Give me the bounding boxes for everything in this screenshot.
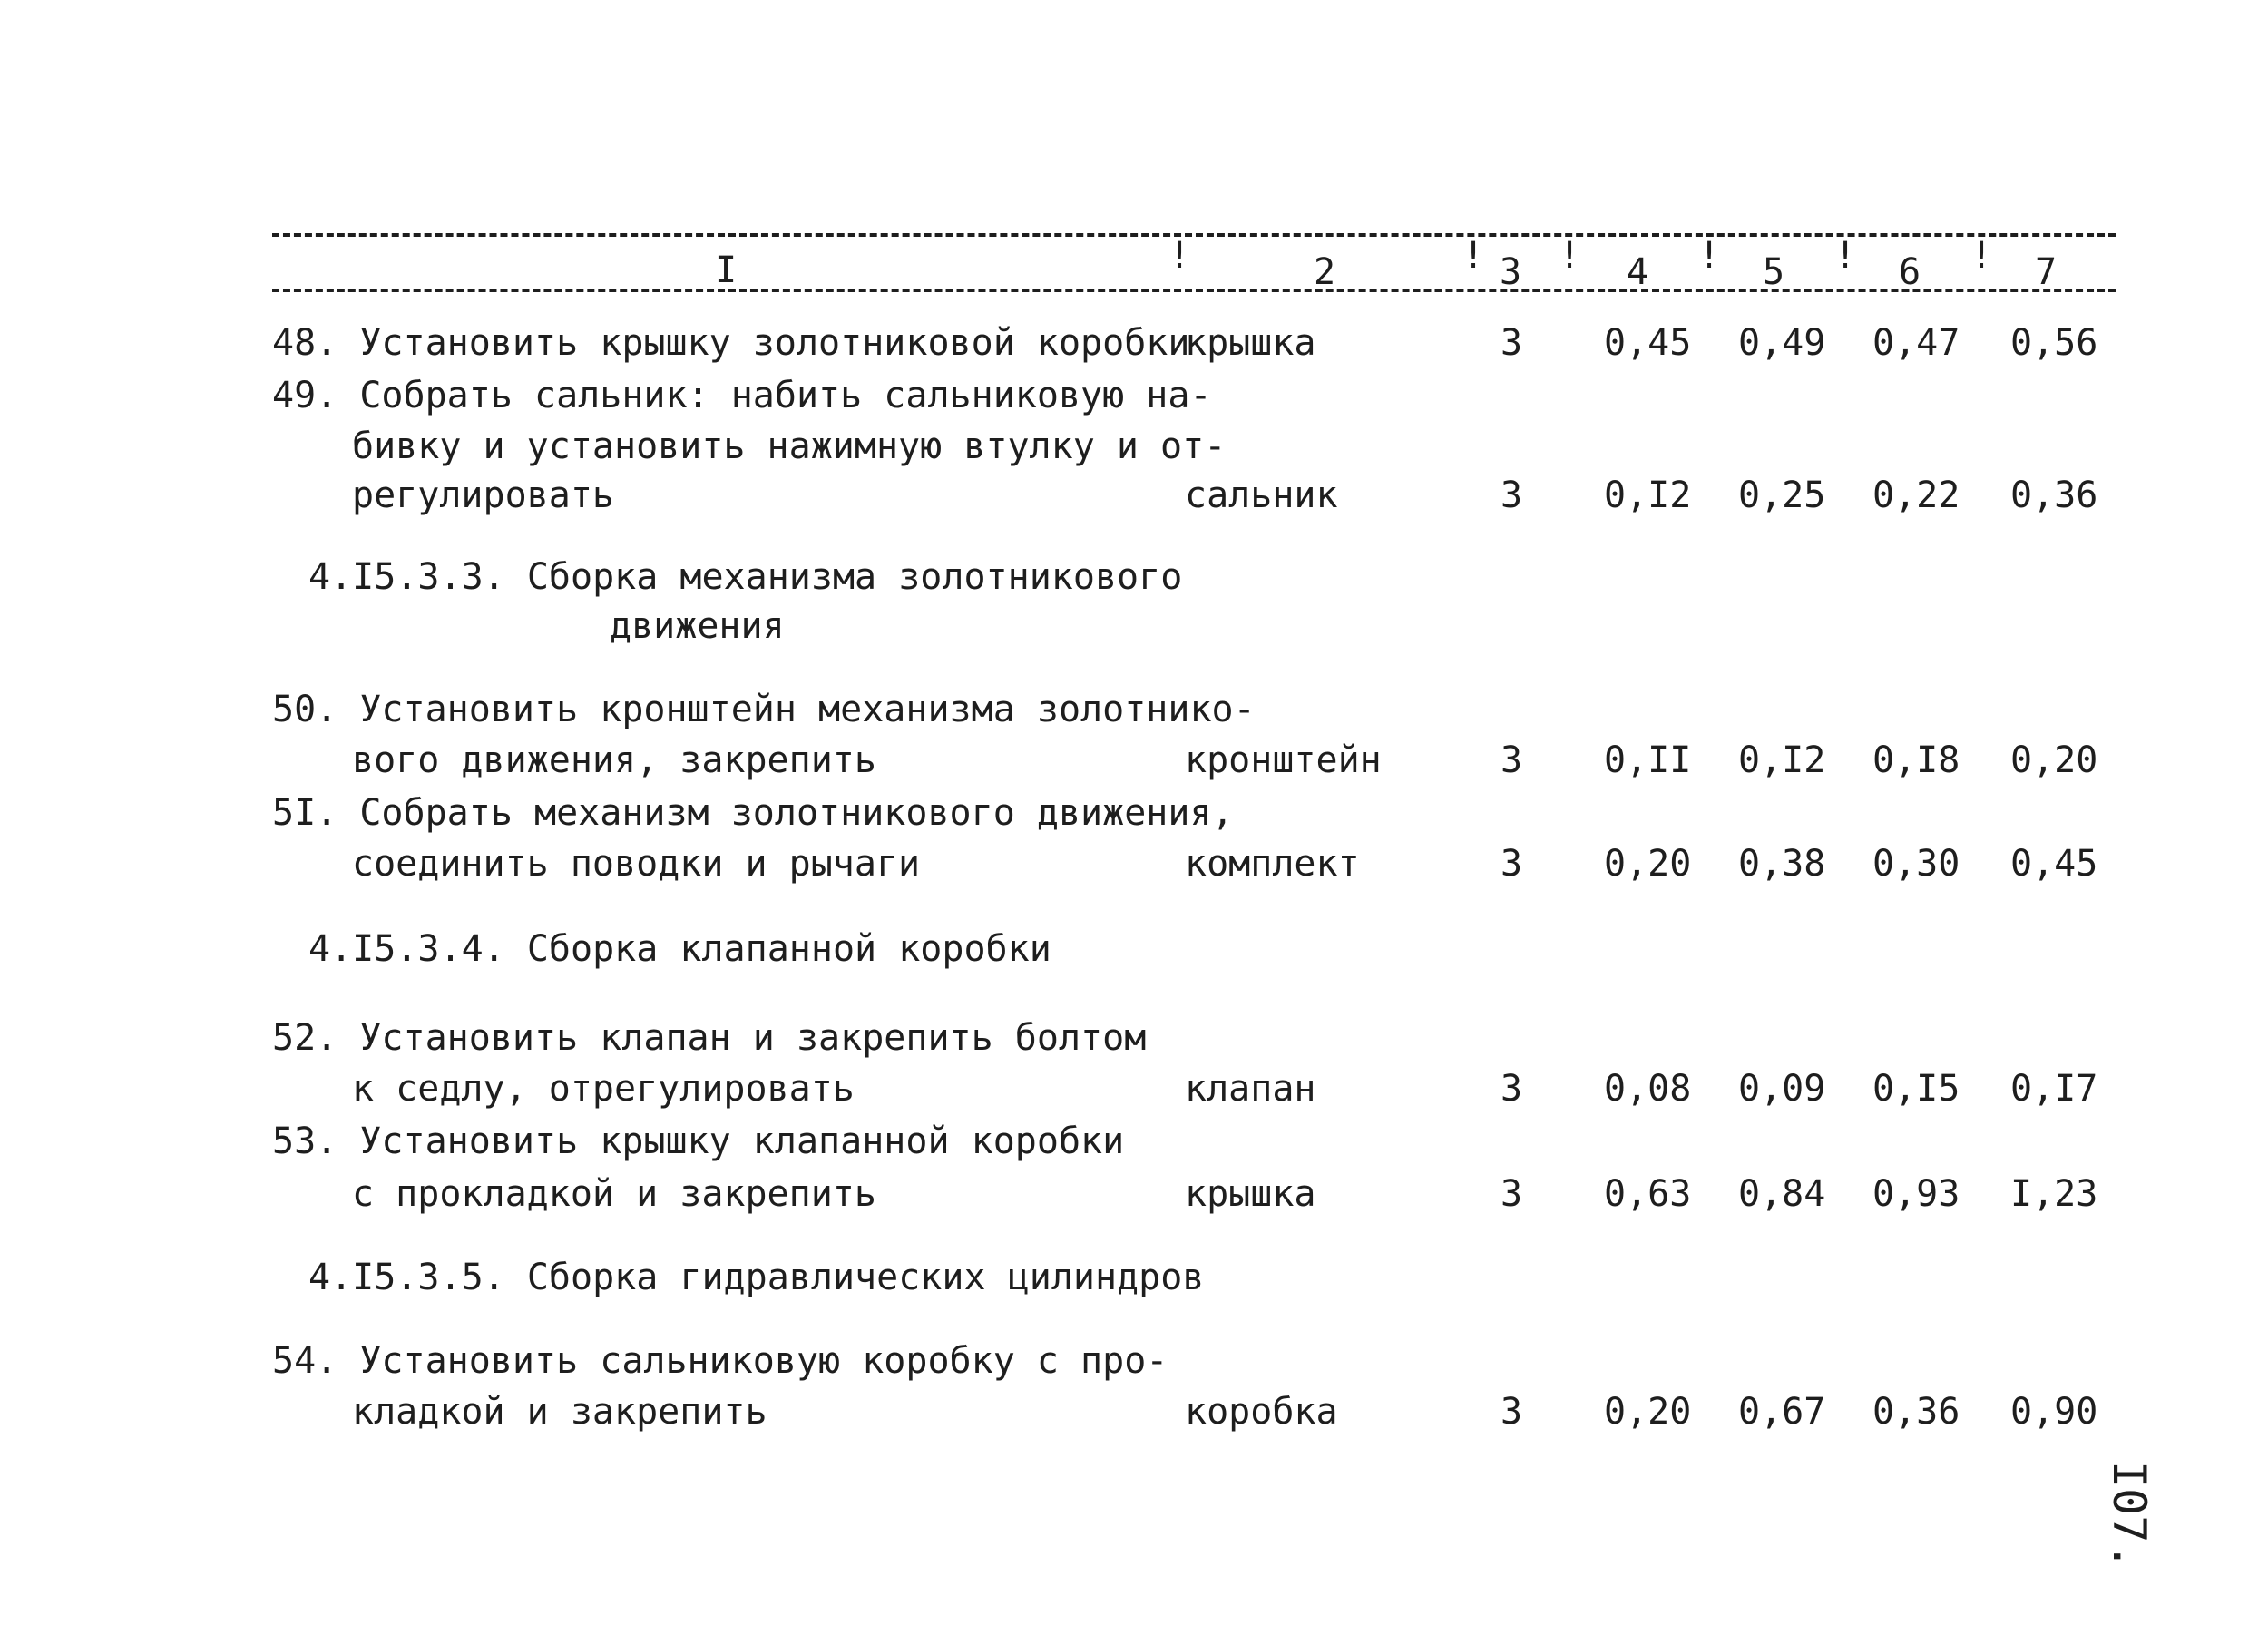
col4-cell: 0,45 bbox=[1604, 322, 1692, 364]
header-separator: ! bbox=[1462, 235, 1485, 277]
col7-cell: 0,I7 bbox=[2010, 1068, 2098, 1110]
header-col-7: 7 bbox=[2034, 251, 2058, 293]
section-heading: движения bbox=[610, 605, 785, 647]
operation-text: 52. Установить клапан и закрепить болтом bbox=[272, 1017, 1147, 1059]
col7-cell: I,23 bbox=[2010, 1173, 2098, 1215]
col3-cell: 3 bbox=[1501, 1068, 1523, 1110]
col5-cell: 0,49 bbox=[1738, 322, 1826, 364]
operation-text: кладкой и закрепить bbox=[352, 1391, 767, 1433]
col6-cell: 0,93 bbox=[1872, 1173, 1960, 1215]
col3-cell: 3 bbox=[1501, 475, 1523, 516]
operation-text: соединить поводки и рычаги bbox=[352, 843, 921, 885]
col6-cell: 0,30 bbox=[1872, 843, 1960, 885]
unit-cell: коробка bbox=[1185, 1391, 1338, 1433]
col5-cell: 0,25 bbox=[1738, 475, 1826, 516]
header-col-2: 2 bbox=[1313, 251, 1336, 293]
col5-cell: 0,38 bbox=[1738, 843, 1826, 885]
unit-cell: крышка bbox=[1185, 1173, 1316, 1215]
unit-cell: клапан bbox=[1185, 1068, 1316, 1110]
col3-cell: 3 bbox=[1501, 322, 1523, 364]
col7-cell: 0,45 bbox=[2010, 843, 2098, 885]
header-separator: ! bbox=[1559, 235, 1581, 277]
operation-text: 48. Установить крышку золотниковой коробки bbox=[272, 322, 1190, 364]
col6-cell: 0,I5 bbox=[1872, 1068, 1960, 1110]
header-col-5: 5 bbox=[1762, 251, 1785, 293]
header-separator: ! bbox=[1698, 235, 1721, 277]
col7-cell: 0,90 bbox=[2010, 1391, 2098, 1433]
operation-text: к седлу, отрегулировать bbox=[352, 1068, 855, 1110]
operation-text: с прокладкой и закрепить bbox=[352, 1173, 876, 1215]
header-separator: ! bbox=[1168, 235, 1191, 277]
col7-cell: 0,20 bbox=[2010, 739, 2098, 781]
header-col-6: 6 bbox=[1898, 251, 1921, 293]
page-number: I07. bbox=[2103, 1461, 2156, 1571]
operation-text: бивку и установить нажимную втулку и от- bbox=[352, 426, 1227, 467]
col5-cell: 0,I2 bbox=[1738, 739, 1826, 781]
col6-cell: 0,47 bbox=[1872, 322, 1960, 364]
col7-cell: 0,36 bbox=[2010, 475, 2098, 516]
header-col-1: I bbox=[714, 250, 738, 291]
col4-cell: 0,08 bbox=[1604, 1068, 1692, 1110]
col5-cell: 0,09 bbox=[1738, 1068, 1826, 1110]
operation-text: 54. Установить сальниковую коробку с про- bbox=[272, 1340, 1168, 1382]
unit-cell: комплект bbox=[1185, 843, 1360, 885]
col5-cell: 0,67 bbox=[1738, 1391, 1826, 1433]
col4-cell: 0,20 bbox=[1604, 1391, 1692, 1433]
operation-text: вого движения, закрепить bbox=[352, 739, 876, 781]
col4-cell: 0,I2 bbox=[1604, 475, 1692, 516]
unit-cell: сальник bbox=[1185, 475, 1338, 516]
col3-cell: 3 bbox=[1501, 1391, 1523, 1433]
unit-cell: крышка bbox=[1185, 322, 1316, 364]
col3-cell: 3 bbox=[1501, 1173, 1523, 1215]
header-col-4: 4 bbox=[1626, 251, 1649, 293]
col6-cell: 0,36 bbox=[1872, 1391, 1960, 1433]
operation-text: регулировать bbox=[352, 475, 614, 516]
col3-cell: 3 bbox=[1501, 739, 1523, 781]
section-heading: 4.I5.3.4. Сборка клапанной коробки bbox=[308, 928, 1051, 970]
header-col-3: 3 bbox=[1499, 251, 1522, 293]
section-heading: 4.I5.3.5. Сборка гидравлических цилиндров bbox=[308, 1257, 1205, 1298]
header-separator: ! bbox=[1834, 235, 1857, 277]
col6-cell: 0,I8 bbox=[1872, 739, 1960, 781]
col5-cell: 0,84 bbox=[1738, 1173, 1826, 1215]
section-heading: 4.I5.3.3. Сборка механизма золотникового bbox=[308, 556, 1183, 598]
col3-cell: 3 bbox=[1501, 843, 1523, 885]
operation-text: 50. Установить кронштейн механизма золотнико- bbox=[272, 689, 1256, 730]
col4-cell: 0,63 bbox=[1604, 1173, 1692, 1215]
unit-cell: кронштейн bbox=[1185, 739, 1382, 781]
col4-cell: 0,20 bbox=[1604, 843, 1692, 885]
col7-cell: 0,56 bbox=[2010, 322, 2098, 364]
col4-cell: 0,II bbox=[1604, 739, 1692, 781]
operation-text: 49. Собрать сальник: набить сальниковую на- bbox=[272, 375, 1212, 416]
operation-text: 53. Установить крышку клапанной коробки bbox=[272, 1121, 1125, 1162]
col6-cell: 0,22 bbox=[1872, 475, 1960, 516]
header-separator: ! bbox=[1970, 235, 1993, 277]
operation-text: 5I. Собрать механизм золотникового движения, bbox=[272, 792, 1234, 834]
